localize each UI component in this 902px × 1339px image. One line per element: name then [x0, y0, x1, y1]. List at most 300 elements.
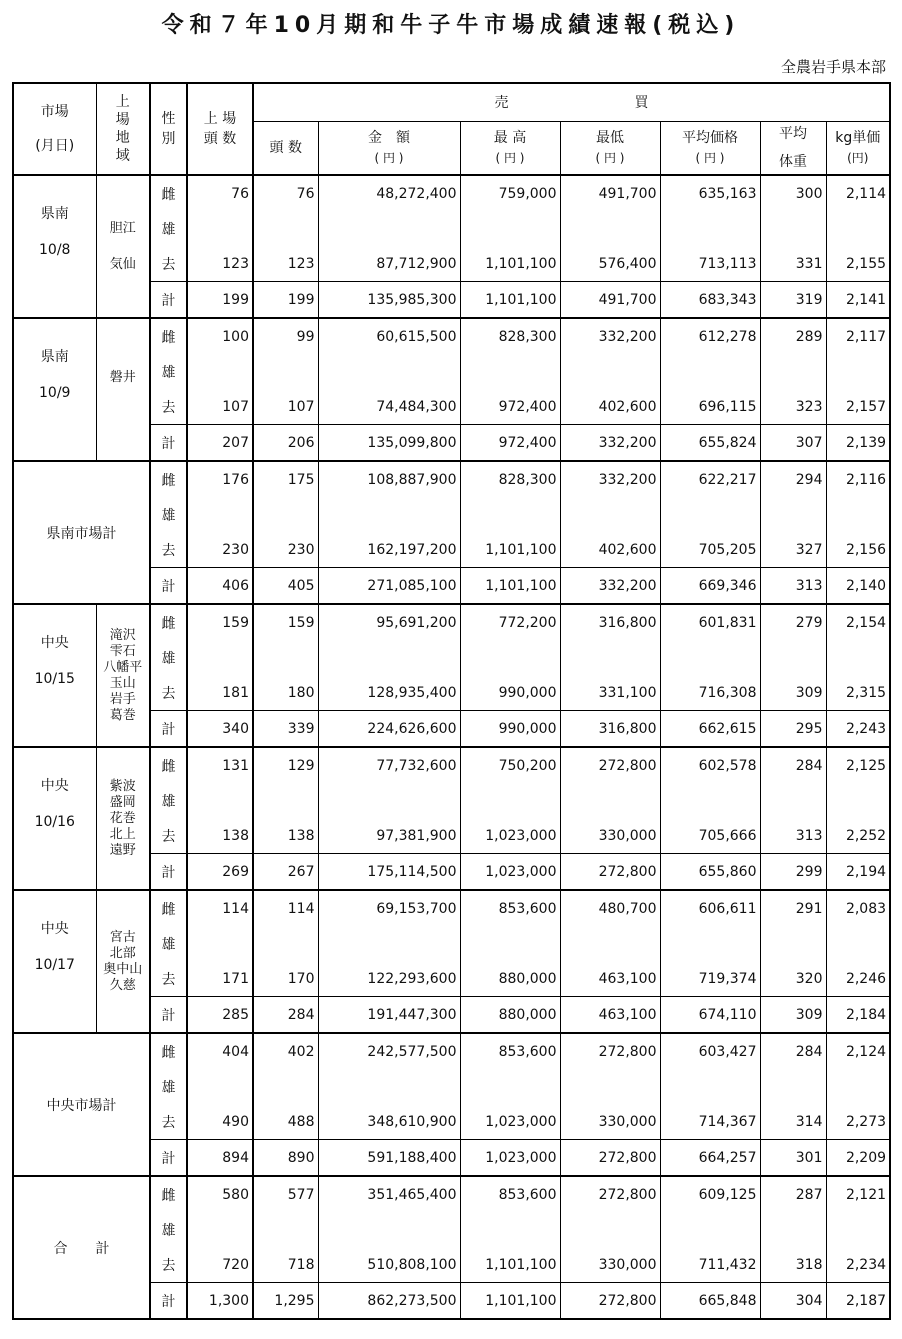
cell-avg: [660, 783, 760, 818]
cell-weight: 291: [760, 890, 826, 926]
cell-weight: 304: [760, 1283, 826, 1320]
cell-amount: [318, 1212, 460, 1247]
cell-amount: 128,935,400: [318, 675, 460, 711]
cell-weight: 294: [760, 461, 826, 497]
cell-min: 491,700: [560, 282, 660, 319]
cell-avg: 609,125: [660, 1176, 760, 1212]
cell-avg: 622,217: [660, 461, 760, 497]
cell-weight: [760, 1212, 826, 1247]
cell-listed: 176: [187, 461, 253, 497]
cell-max: 990,000: [460, 711, 560, 748]
header-market: 市場 (月日): [13, 83, 96, 175]
cell-listed: 123: [187, 246, 253, 282]
cell-listed: 285: [187, 997, 253, 1034]
cell-max: [460, 497, 560, 532]
cell-avg: [660, 1212, 760, 1247]
sex-label: 雌: [150, 318, 187, 354]
cell-amount: 271,085,100: [318, 568, 460, 605]
cell-max: 828,300: [460, 318, 560, 354]
cell-weight: 307: [760, 425, 826, 462]
cell-kg: 2,246: [826, 961, 890, 997]
cell-amount: 74,484,300: [318, 389, 460, 425]
cell-max: 772,200: [460, 604, 560, 640]
cell-heads: 284: [253, 997, 318, 1034]
cell-max: 1,101,100: [460, 532, 560, 568]
subtotal-label: 県南市場計: [13, 461, 150, 604]
sex-label: 去: [150, 1104, 187, 1140]
cell-min: 331,100: [560, 675, 660, 711]
table-row: [13, 318, 890, 354]
table-row: [13, 747, 890, 783]
header-area: 上場地域: [96, 83, 150, 175]
cell-amount: 162,197,200: [318, 532, 460, 568]
cell-min: 402,600: [560, 532, 660, 568]
cell-heads: 138: [253, 818, 318, 854]
cell-kg: 2,252: [826, 818, 890, 854]
header-max: 最 高 ( 円 ): [460, 122, 560, 176]
cell-kg: 2,117: [826, 318, 890, 354]
cell-kg: [826, 497, 890, 532]
cell-avg: 665,848: [660, 1283, 760, 1320]
cell-amount: 242,577,500: [318, 1033, 460, 1069]
cell-listed: 138: [187, 818, 253, 854]
cell-weight: 284: [760, 747, 826, 783]
cell-amount: [318, 497, 460, 532]
area-name: 磐井: [109, 369, 136, 385]
area-cell: [96, 747, 150, 890]
cell-kg: 2,187: [826, 1283, 890, 1320]
header-amount: 金 額 ( 円 ): [318, 122, 460, 176]
area-name: 紫波: [109, 778, 136, 794]
cell-max: 1,101,100: [460, 568, 560, 605]
cell-listed: 114: [187, 890, 253, 926]
cell-max: 1,023,000: [460, 854, 560, 891]
cell-weight: [760, 497, 826, 532]
cell-weight: 331: [760, 246, 826, 282]
cell-max: [460, 926, 560, 961]
cell-weight: [760, 640, 826, 675]
cell-weight: 284: [760, 1033, 826, 1069]
cell-weight: 309: [760, 997, 826, 1034]
cell-avg: [660, 1069, 760, 1104]
market-name: 県南: [40, 348, 69, 365]
sex-label: 計: [150, 425, 187, 462]
cell-listed: [187, 783, 253, 818]
cell-kg: 2,141: [826, 282, 890, 319]
report-title: 令和７年10月期和牛子牛市場成績速報(税込): [161, 13, 741, 38]
sex-label: 去: [150, 961, 187, 997]
cell-weight: 301: [760, 1140, 826, 1177]
market-name: 中央: [40, 920, 69, 937]
cell-weight: 313: [760, 568, 826, 605]
cell-max: [460, 1069, 560, 1104]
market-date: 10/16: [34, 813, 75, 830]
cell-kg: [826, 354, 890, 389]
area-name: 久慈: [109, 977, 136, 993]
cell-kg: 2,140: [826, 568, 890, 605]
cell-kg: 2,315: [826, 675, 890, 711]
cell-amount: 48,272,400: [318, 175, 460, 211]
sex-label: 雌: [150, 175, 187, 211]
cell-min: 402,600: [560, 389, 660, 425]
cell-kg: 2,083: [826, 890, 890, 926]
header-min: 最低 ( 円 ): [560, 122, 660, 176]
cell-listed: 894: [187, 1140, 253, 1177]
market-name: 中央: [40, 777, 69, 794]
cell-weight: 323: [760, 389, 826, 425]
area-name: 宮古: [109, 929, 136, 945]
cell-heads: 159: [253, 604, 318, 640]
cell-listed: 1,300: [187, 1283, 253, 1320]
cell-max: [460, 1212, 560, 1247]
cell-min: 330,000: [560, 818, 660, 854]
cell-avg: 635,163: [660, 175, 760, 211]
cell-min: 332,200: [560, 425, 660, 462]
cell-amount: 108,887,900: [318, 461, 460, 497]
cell-heads: 267: [253, 854, 318, 891]
cell-min: 463,100: [560, 961, 660, 997]
sex-label: 雌: [150, 890, 187, 926]
cell-heads: 230: [253, 532, 318, 568]
header-sex: 性別: [150, 83, 187, 175]
cell-max: [460, 783, 560, 818]
subtotal-label: 合 計: [13, 1176, 150, 1319]
cell-avg: [660, 211, 760, 246]
cell-amount: 97,381,900: [318, 818, 460, 854]
sex-label: 雄: [150, 926, 187, 961]
cell-avg: 705,666: [660, 818, 760, 854]
cell-max: 880,000: [460, 961, 560, 997]
cell-kg: 2,121: [826, 1176, 890, 1212]
cell-kg: [826, 783, 890, 818]
cell-max: 1,023,000: [460, 1140, 560, 1177]
cell-min: [560, 926, 660, 961]
sex-label: 雌: [150, 747, 187, 783]
cell-max: 853,600: [460, 1033, 560, 1069]
cell-listed: 181: [187, 675, 253, 711]
area-name: 雫石: [109, 643, 136, 659]
cell-min: 272,800: [560, 1283, 660, 1320]
cell-amount: 87,712,900: [318, 246, 460, 282]
cell-kg: [826, 1212, 890, 1247]
cell-heads: 99: [253, 318, 318, 354]
cell-amount: [318, 211, 460, 246]
cell-kg: 2,155: [826, 246, 890, 282]
cell-max: 828,300: [460, 461, 560, 497]
header-kg-price: kg単価 (円): [826, 122, 890, 176]
cell-max: [460, 640, 560, 675]
cell-kg: 2,156: [826, 532, 890, 568]
cell-heads: 577: [253, 1176, 318, 1212]
market-date: 10/8: [39, 241, 71, 258]
cell-avg: [660, 640, 760, 675]
sex-label: 去: [150, 532, 187, 568]
cell-weight: 300: [760, 175, 826, 211]
cell-avg: 711,432: [660, 1247, 760, 1283]
cell-amount: 69,153,700: [318, 890, 460, 926]
cell-listed: [187, 1069, 253, 1104]
area-cell: [96, 604, 150, 747]
cell-kg: 2,157: [826, 389, 890, 425]
cell-min: [560, 640, 660, 675]
cell-max: 972,400: [460, 389, 560, 425]
cell-amount: [318, 926, 460, 961]
cell-listed: 107: [187, 389, 253, 425]
cell-heads: 199: [253, 282, 318, 319]
cell-max: 750,200: [460, 747, 560, 783]
sex-label: 雄: [150, 1069, 187, 1104]
cell-avg: 705,205: [660, 532, 760, 568]
table-row: [13, 604, 890, 640]
cell-weight: 309: [760, 675, 826, 711]
market-date: 10/17: [34, 956, 75, 973]
area-name: 遠野: [109, 842, 136, 858]
cell-min: 316,800: [560, 604, 660, 640]
sex-label: 雌: [150, 461, 187, 497]
cell-heads: 114: [253, 890, 318, 926]
cell-avg: [660, 497, 760, 532]
cell-avg: 612,278: [660, 318, 760, 354]
cell-listed: 404: [187, 1033, 253, 1069]
subtotal-label: 中央市場計: [13, 1033, 150, 1176]
cell-min: 272,800: [560, 1140, 660, 1177]
area-cell: [96, 175, 150, 318]
sex-label: 計: [150, 711, 187, 748]
cell-listed: 131: [187, 747, 253, 783]
sex-label: 雄: [150, 1212, 187, 1247]
cell-kg: [826, 640, 890, 675]
cell-amount: 862,273,500: [318, 1283, 460, 1320]
cell-listed: [187, 211, 253, 246]
cell-max: [460, 211, 560, 246]
area-name: 胆江: [109, 220, 136, 236]
cell-avg: 655,824: [660, 425, 760, 462]
cell-listed: 100: [187, 318, 253, 354]
area-name: 葛巻: [109, 707, 136, 723]
cell-avg: 602,578: [660, 747, 760, 783]
cell-kg: [826, 1069, 890, 1104]
cell-listed: 406: [187, 568, 253, 605]
cell-heads: [253, 354, 318, 389]
cell-avg: 719,374: [660, 961, 760, 997]
cell-amount: [318, 783, 460, 818]
organization-name: 全農岩手県本部: [780, 58, 886, 76]
cell-listed: 207: [187, 425, 253, 462]
header-sales: 売 買: [253, 83, 890, 122]
cell-kg: 2,154: [826, 604, 890, 640]
cell-weight: [760, 1069, 826, 1104]
cell-weight: [760, 783, 826, 818]
sex-label: 計: [150, 568, 187, 605]
cell-min: [560, 783, 660, 818]
cell-weight: 319: [760, 282, 826, 319]
cell-max: 1,023,000: [460, 818, 560, 854]
cell-listed: [187, 354, 253, 389]
sex-label: 雄: [150, 354, 187, 389]
cell-heads: 890: [253, 1140, 318, 1177]
area-name: 奥中山: [103, 961, 143, 977]
cell-heads: [253, 211, 318, 246]
cell-listed: 720: [187, 1247, 253, 1283]
cell-amount: 77,732,600: [318, 747, 460, 783]
cell-max: [460, 354, 560, 389]
cell-listed: 171: [187, 961, 253, 997]
cell-kg: 2,116: [826, 461, 890, 497]
cell-avg: 601,831: [660, 604, 760, 640]
cell-kg: 2,194: [826, 854, 890, 891]
cell-max: 1,101,100: [460, 1283, 560, 1320]
cell-amount: 351,465,400: [318, 1176, 460, 1212]
market-cell: [13, 747, 96, 890]
cell-max: 759,000: [460, 175, 560, 211]
cell-heads: 402: [253, 1033, 318, 1069]
cell-max: 1,101,100: [460, 282, 560, 319]
cell-min: 480,700: [560, 890, 660, 926]
market-cell: [13, 175, 96, 318]
cell-weight: 320: [760, 961, 826, 997]
cell-weight: 314: [760, 1104, 826, 1140]
cell-min: [560, 1069, 660, 1104]
area-name: 盛岡: [109, 794, 136, 810]
header-heads: 頭 数: [253, 122, 318, 176]
table-row: [13, 1033, 890, 1069]
cell-heads: 488: [253, 1104, 318, 1140]
sex-label: 計: [150, 282, 187, 319]
cell-max: 972,400: [460, 425, 560, 462]
cell-avg: 674,110: [660, 997, 760, 1034]
cell-min: 463,100: [560, 997, 660, 1034]
sex-label: 雌: [150, 1033, 187, 1069]
cell-min: [560, 1212, 660, 1247]
sex-label: 計: [150, 997, 187, 1034]
cell-amount: 510,808,100: [318, 1247, 460, 1283]
cell-weight: 295: [760, 711, 826, 748]
cell-kg: [826, 926, 890, 961]
cell-kg: 2,243: [826, 711, 890, 748]
cell-amount: [318, 640, 460, 675]
cell-min: 272,800: [560, 854, 660, 891]
cell-heads: 405: [253, 568, 318, 605]
area-name: 滝沢: [109, 627, 136, 643]
area-name: 北部: [109, 945, 136, 961]
sex-label: 計: [150, 854, 187, 891]
cell-kg: 2,273: [826, 1104, 890, 1140]
cell-listed: 340: [187, 711, 253, 748]
cell-min: 332,200: [560, 318, 660, 354]
table-row: [13, 890, 890, 926]
cell-max: 880,000: [460, 997, 560, 1034]
sex-label: 去: [150, 1247, 187, 1283]
area-name: 玉山: [109, 675, 136, 691]
cell-avg: [660, 926, 760, 961]
cell-heads: [253, 926, 318, 961]
cell-min: [560, 497, 660, 532]
cell-amount: [318, 354, 460, 389]
cell-heads: 107: [253, 389, 318, 425]
cell-weight: 318: [760, 1247, 826, 1283]
cell-min: 272,800: [560, 1176, 660, 1212]
cell-weight: 299: [760, 854, 826, 891]
cell-max: 853,600: [460, 1176, 560, 1212]
market-cell: [13, 318, 96, 461]
market-cell: [13, 890, 96, 1033]
cell-listed: 490: [187, 1104, 253, 1140]
cell-listed: 580: [187, 1176, 253, 1212]
cell-min: [560, 211, 660, 246]
cell-amount: 175,114,500: [318, 854, 460, 891]
market-date: 10/9: [39, 384, 71, 401]
cell-weight: 327: [760, 532, 826, 568]
cell-heads: 170: [253, 961, 318, 997]
cell-max: 1,101,100: [460, 246, 560, 282]
cell-avg: 655,860: [660, 854, 760, 891]
cell-avg: 603,427: [660, 1033, 760, 1069]
area-name: 岩手: [109, 691, 136, 707]
sex-label: 去: [150, 246, 187, 282]
cell-avg: 664,257: [660, 1140, 760, 1177]
cell-min: 332,200: [560, 461, 660, 497]
cell-heads: 123: [253, 246, 318, 282]
cell-listed: 159: [187, 604, 253, 640]
area-name: 八幡平: [103, 659, 143, 675]
cell-weight: 289: [760, 318, 826, 354]
cell-weight: [760, 926, 826, 961]
sex-label: 去: [150, 818, 187, 854]
sex-label: 雄: [150, 497, 187, 532]
cell-listed: 230: [187, 532, 253, 568]
cell-avg: 606,611: [660, 890, 760, 926]
table-row: [13, 1176, 890, 1212]
cell-amount: 135,099,800: [318, 425, 460, 462]
cell-min: 332,200: [560, 568, 660, 605]
cell-avg: 683,343: [660, 282, 760, 319]
cell-heads: 1,295: [253, 1283, 318, 1320]
cell-weight: [760, 211, 826, 246]
area-cell: [96, 890, 150, 1033]
cell-min: 576,400: [560, 246, 660, 282]
cell-amount: [318, 1069, 460, 1104]
cell-amount: 591,188,400: [318, 1140, 460, 1177]
table-row: [13, 461, 890, 497]
cell-listed: [187, 497, 253, 532]
cell-amount: 224,626,600: [318, 711, 460, 748]
cell-kg: 2,114: [826, 175, 890, 211]
sex-label: 計: [150, 1140, 187, 1177]
cell-heads: 175: [253, 461, 318, 497]
cell-max: 1,101,100: [460, 1247, 560, 1283]
cell-avg: 716,308: [660, 675, 760, 711]
cell-listed: 76: [187, 175, 253, 211]
market-name: 県南: [40, 205, 69, 222]
cell-avg: 669,346: [660, 568, 760, 605]
sex-label: 雄: [150, 783, 187, 818]
cell-max: 1,023,000: [460, 1104, 560, 1140]
cell-kg: 2,139: [826, 425, 890, 462]
cell-weight: 313: [760, 818, 826, 854]
cell-max: 990,000: [460, 675, 560, 711]
cell-heads: [253, 1212, 318, 1247]
cell-amount: 122,293,600: [318, 961, 460, 997]
cell-listed: 269: [187, 854, 253, 891]
cell-avg: 696,115: [660, 389, 760, 425]
cell-max: 853,600: [460, 890, 560, 926]
cell-heads: [253, 640, 318, 675]
cell-kg: 2,209: [826, 1140, 890, 1177]
cell-amount: 60,615,500: [318, 318, 460, 354]
cell-heads: 76: [253, 175, 318, 211]
header-listed: 上 場頭 数: [187, 83, 253, 175]
cell-heads: 180: [253, 675, 318, 711]
